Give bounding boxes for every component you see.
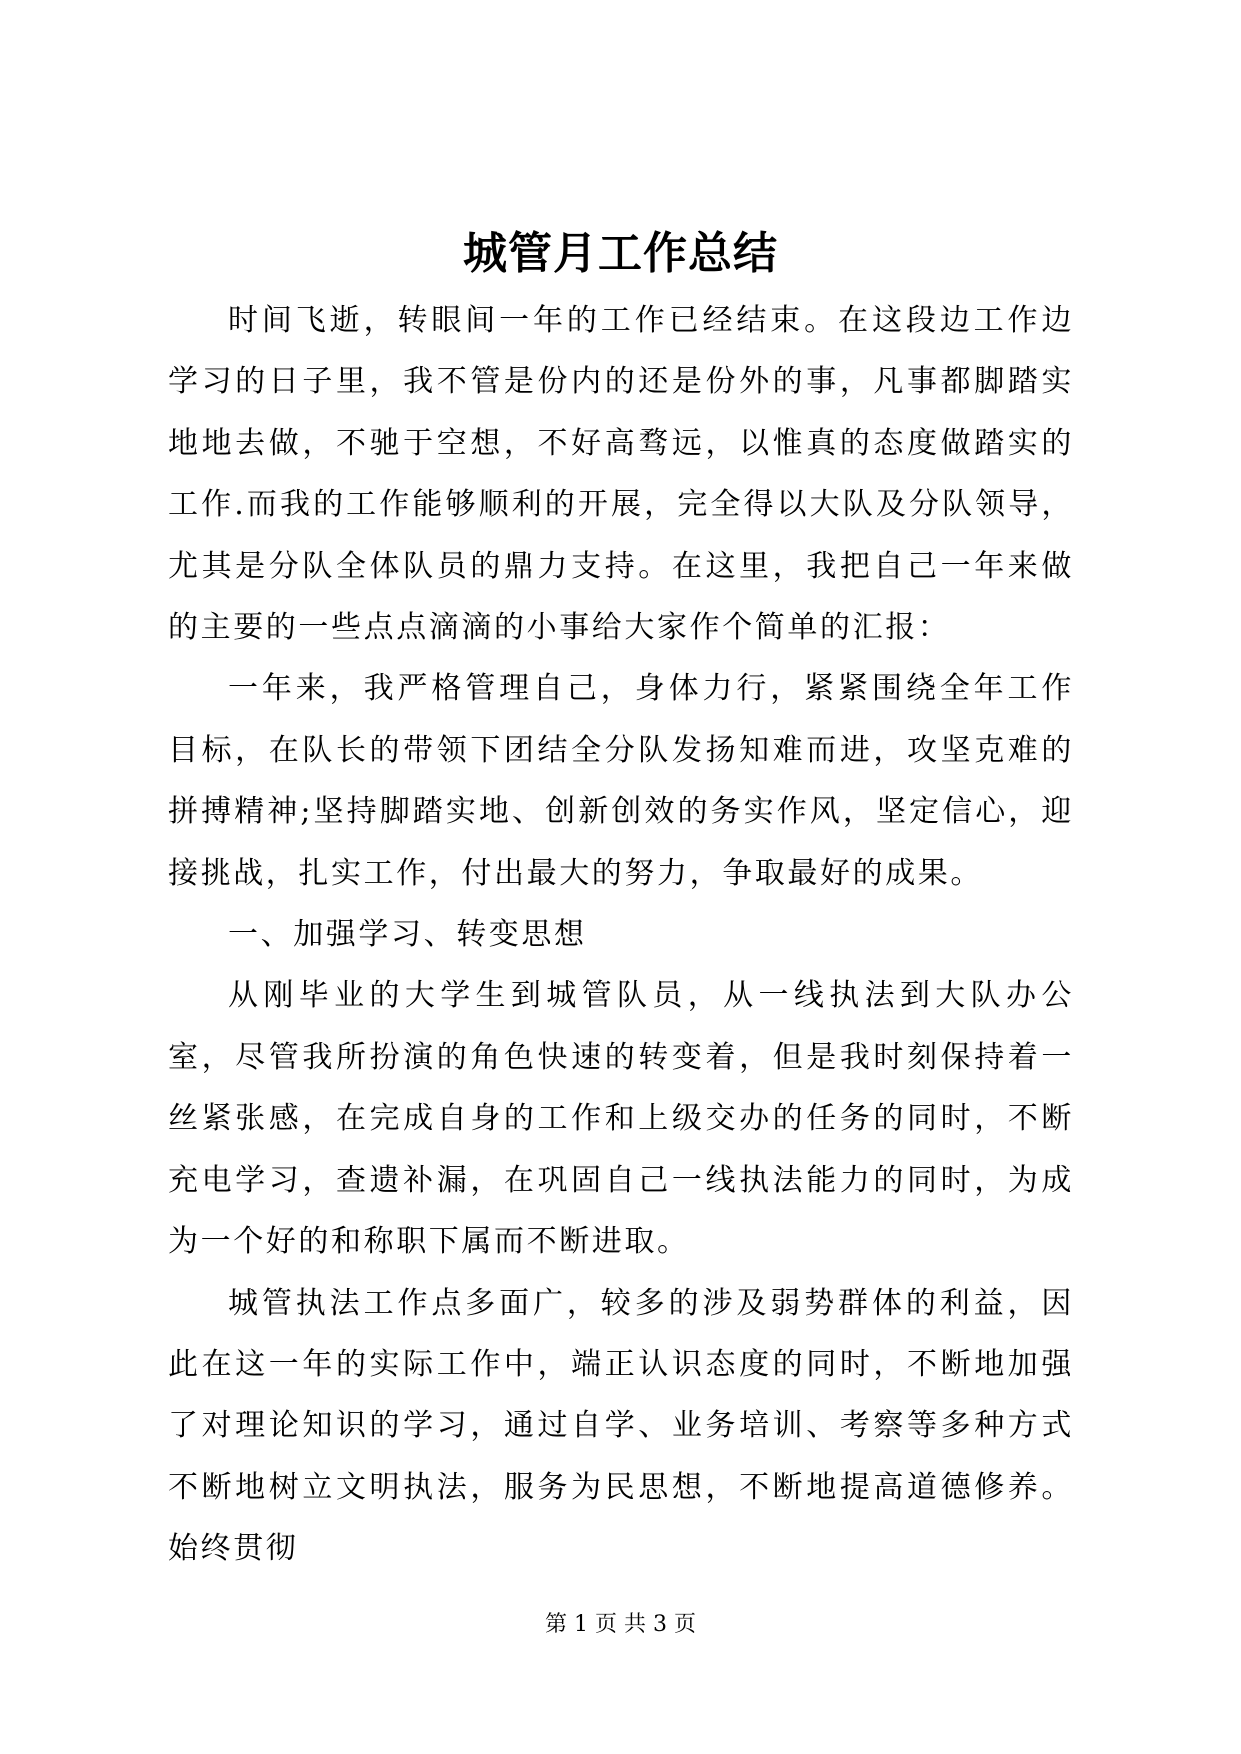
paragraph-overview: 一年来，我严格管理自己，身体力行，紧紧围绕全年工作目标，在队长的带领下团结全分队发扬知难而进，攻坚克难的拼搏精神;坚持脚踏实地、创新创效的务实作风，坚定信心，迎接挑战，扎实工作，付出最大的努力，争取最好的成果。 <box>168 671 1074 891</box>
page-footer: 第 1 页 共 3 页 <box>545 1612 696 1637</box>
paragraph-study: 从刚毕业的大学生到城管队员，从一线执法到大队办公室，尽管我所扮演的角色快速的转变着，但是我时刻保持着一丝紧张感，在完成自身的工作和上级交办的任务的同时，不断充电学习，查遗补漏，在巩固自己一线执法能力的同时，为成为一个好的和称职下属而不断进取。 <box>168 978 1074 1260</box>
paragraph-enforcement: 城管执法工作点多面广，较多的涉及弱势群体的利益，因此在这一年的实际工作中，端正认识态度的同时，不断地加强了对理论知识的学习，通过自学、业务培训、考察等多种方式不断地树立文明执法，服务为民思想，不断地提高道德修养。始终贯彻 <box>168 1285 1074 1567</box>
paragraph-intro: 时间飞逝，转眼间一年的工作已经结束。在这段边工作边学习的日子里，我不管是份内的还是份外的事，凡事都脚踏实地地去做，不驰于空想，不好高骛远，以惟真的态度做踏实的工作.而我的工作能够顺利的开展，完全得以大队及分队领导，尤其是分队全体队员的鼎力支持。在这里，我把自己一年来做的主要的一些点点滴滴的小事给大家作个简单的汇报： <box>168 303 1074 646</box>
document-title: 城管月工作总结 <box>463 228 778 279</box>
section-heading-1: 一、加强学习、转变思想 <box>228 917 587 953</box>
document-body <box>168 290 1074 1580</box>
